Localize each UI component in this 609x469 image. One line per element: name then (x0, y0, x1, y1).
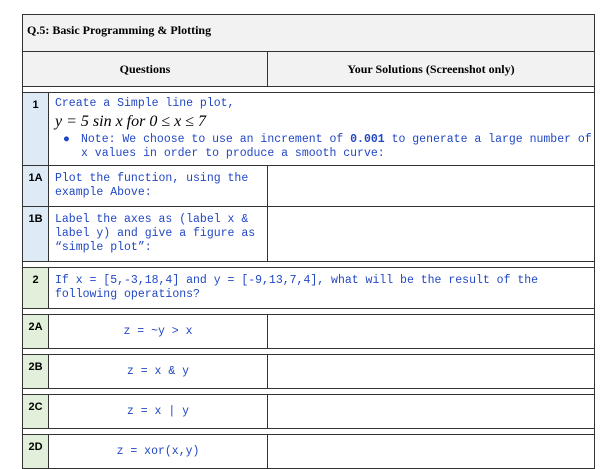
question-row-1a (23, 166, 595, 207)
assignment-table-frame (22, 14, 594, 458)
solution-cell-1b[interactable] (268, 207, 595, 262)
solution-cell-2b[interactable] (268, 355, 595, 389)
note-increment: 0.001 (350, 133, 385, 146)
question-row-2b (23, 355, 595, 389)
questions-header: Questions (23, 52, 268, 87)
solutions-header: Your Solutions (Screenshot only) (268, 52, 595, 87)
question-2a-text: z = ~y > x (49, 315, 268, 349)
bullet-icon: ● (63, 133, 70, 146)
note-text-start: Note: We choose to use an increment of (81, 133, 351, 146)
question-1-note (63, 133, 594, 161)
question-number: 2A (23, 315, 49, 349)
question-number: 2 (23, 268, 49, 309)
solution-cell-1a[interactable] (268, 166, 595, 207)
question-row-2 (23, 268, 595, 309)
title-row (23, 15, 595, 52)
question-1-formula: y = 5 sin x for 0 ≤ x ≤ 7 (55, 113, 207, 130)
question-2d-text: z = xor(x,y) (49, 435, 268, 469)
note-text-end: to generate a large number of x values in order to produce a smooth curve: (81, 133, 592, 160)
question-number: 2B (23, 355, 49, 389)
solution-cell-2a[interactable] (268, 315, 595, 349)
question-number: 1B (23, 207, 49, 262)
question-number: 2C (23, 395, 49, 429)
question-1-text: Create a Simple line plot, (55, 97, 235, 110)
question-1-cell (49, 93, 595, 166)
question-number: 1 (23, 93, 49, 166)
question-1b-text: Label the axes as (label x & label y) and give a figure as “simple plot”: (49, 207, 268, 262)
question-row-2a (23, 315, 595, 349)
question-row-1b (23, 207, 595, 262)
question-number: 2D (23, 435, 49, 469)
question-2c-text: z = x | y (49, 395, 268, 429)
solution-cell-2d[interactable] (268, 435, 595, 469)
question-row-2c (23, 395, 595, 429)
header-row (23, 52, 595, 87)
question-2b-text: z = x & y (49, 355, 268, 389)
assignment-table (22, 14, 595, 469)
question-row-2d (23, 435, 595, 469)
question-2-text: If x = [5,-3,18,4] and y = [-9,13,7,4], what will be the result of the following operations? (49, 268, 595, 309)
question-row-1 (23, 93, 595, 166)
section-title: Q.5: Basic Programming & Plotting (23, 15, 595, 52)
solution-cell-2c[interactable] (268, 395, 595, 429)
question-1a-text: Plot the function, using the example Above: (49, 166, 268, 207)
question-number: 1A (23, 166, 49, 207)
